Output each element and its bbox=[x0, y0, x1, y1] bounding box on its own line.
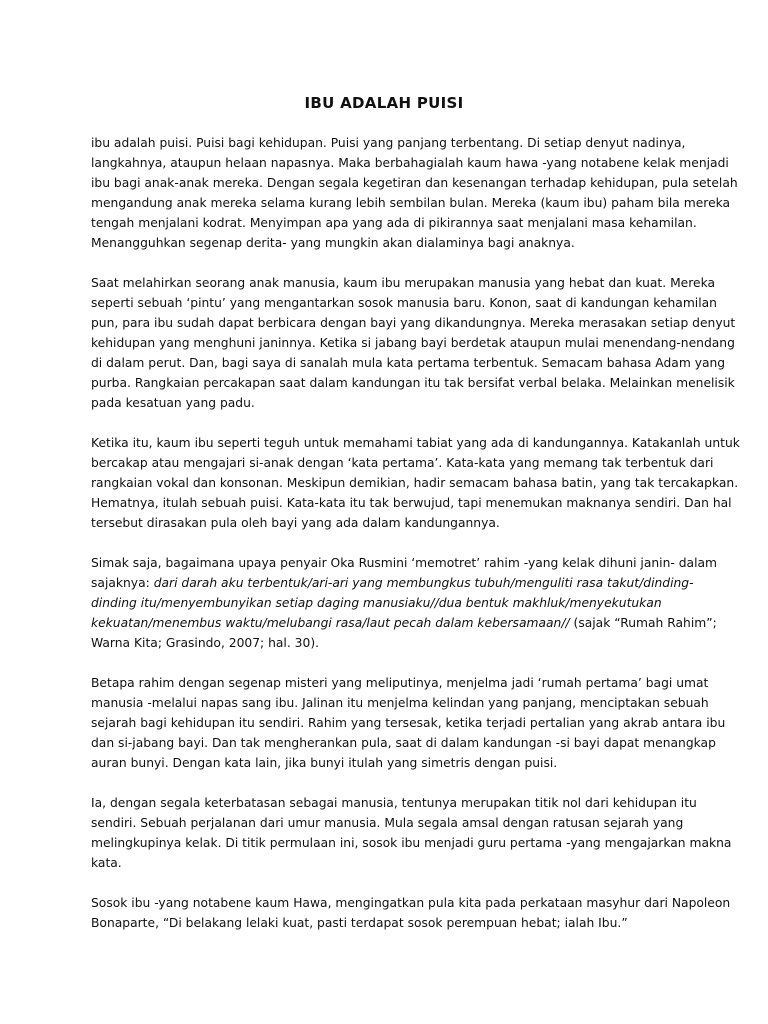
text-line bbox=[91, 513, 691, 533]
text-line bbox=[91, 393, 691, 413]
text-run: ibu bagi anak-anak mereka. Dengan segala kegetiran dan kesenangan terhadap kehidupan, pula setelah bbox=[91, 176, 738, 190]
text-line bbox=[91, 733, 716, 753]
document-body bbox=[91, 133, 740, 953]
paragraph bbox=[91, 673, 726, 773]
text-run: seperti sebuah ‘pintu’ yang mengantarkan sosok manusia baru. Konon, saat di kandungan kehamilan bbox=[91, 296, 717, 310]
text-line bbox=[91, 753, 691, 773]
text-run: Warna Kita; Grasindo, 2007; hal. 30). bbox=[91, 636, 320, 650]
text-line bbox=[91, 493, 732, 513]
text-run: di dalam perut. Dan, bagi saya di sanalah mula kata pertama terbentuk. Semacam bahasa Adam yang bbox=[91, 356, 726, 370]
text-line bbox=[91, 213, 697, 233]
text-run: ibu adalah puisi. Puisi bagi kehidupan. Puisi yang panjang terbentang. Di setiap denyut nadinya, bbox=[91, 136, 686, 150]
text-line bbox=[91, 233, 691, 253]
text-line bbox=[91, 693, 709, 713]
text-run: Simak saja, bagaimana upaya penyair Oka Rusmini ‘memotret’ rahim -yang kelak dihuni janin- dalam bbox=[91, 556, 718, 570]
text-line bbox=[91, 553, 718, 573]
text-line bbox=[91, 713, 726, 733]
paragraph bbox=[91, 433, 740, 533]
text-run: sajaknya: bbox=[91, 576, 154, 590]
paragraph bbox=[91, 893, 731, 933]
text-run: pun, para ibu sudah dapat berbicara dengan bayi yang dikandungnya. Mereka merasakan setiap denyut bbox=[91, 316, 736, 330]
paragraph bbox=[91, 133, 738, 253]
text-line bbox=[91, 153, 729, 173]
text-run: Ketika itu, kaum ibu seperti teguh untuk memahami tabiat yang ada di kandungannya. Katakanlah untuk bbox=[91, 436, 740, 450]
text-line bbox=[91, 193, 731, 213]
text-run: (sajak “Rumah Rahim”; bbox=[569, 616, 717, 630]
text-line bbox=[91, 373, 735, 393]
paragraph bbox=[91, 793, 732, 873]
text-run: Sosok ibu -yang notabene kaum Hawa, mengingatkan pula kita pada perkataan masyhur dari Napoleon bbox=[91, 896, 731, 910]
text-line bbox=[91, 433, 740, 453]
text-run: sendiri. Sebuah perjalanan dari umur manusia. Mula segala amsal dengan ratusan sejarah yang bbox=[91, 816, 684, 830]
text-line bbox=[91, 593, 691, 613]
text-run: Bonaparte, “Di belakang lelaki kuat, pasti terdapat sosok perempuan hebat; ialah Ibu.” bbox=[91, 916, 628, 930]
text-run: mengandung anak mereka selama kurang lebih sembilan bulan. Mereka (kaum ibu) paham bila mereka bbox=[91, 196, 731, 210]
text-line bbox=[91, 833, 732, 853]
paragraph bbox=[91, 553, 718, 653]
text-line bbox=[91, 573, 694, 593]
text-run: Ia, dengan segala keterbatasan sebagai manusia, tentunya merupakan titik nol dari kehidupan itu bbox=[91, 796, 697, 810]
text-line bbox=[91, 453, 714, 473]
text-run: tengah menjalani kodrat. Menyimpan apa yang ada di pikirannya saat menjalani masa kehamilan. bbox=[91, 216, 697, 230]
text-run: Menangguhkan segenap derita- yang mungkin akan dialaminya bagi anaknya. bbox=[91, 236, 575, 250]
text-run: dan si-jabang bayi. Dan tak mengherankan pula, saat di dalam kandungan -si bayi dapat menangkap bbox=[91, 736, 716, 750]
text-line bbox=[91, 293, 717, 313]
text-line bbox=[91, 913, 691, 933]
text-run: Saat melahirkan seorang anak manusia, kaum ibu merupakan manusia yang hebat dan kuat. Mereka bbox=[91, 276, 716, 290]
text-run: tersebut dirasakan pula oleh bayi yang ada dalam kandungannya. bbox=[91, 516, 500, 530]
text-line bbox=[91, 893, 731, 913]
text-line bbox=[91, 313, 736, 333]
text-line bbox=[91, 133, 691, 153]
text-line bbox=[91, 633, 691, 653]
text-line bbox=[91, 333, 735, 353]
text-line bbox=[91, 473, 739, 493]
text-run: auran bunyi. Dengan kata lain, jika bunyi itulah yang simetris dengan puisi. bbox=[91, 756, 558, 770]
text-run: bercakap atau mengajari si-anak dengan ‘kata pertama’. Kata-kata yang memang tak terbentuk dari bbox=[91, 456, 714, 470]
text-line bbox=[91, 813, 691, 833]
text-line bbox=[91, 273, 716, 293]
text-run: rangkaian vokal dan konsonan. Meskipun demikian, hadir semacam bahasa batin, yang tak tercakapkan. bbox=[91, 476, 739, 490]
text-run: kata. bbox=[91, 856, 122, 870]
text-line bbox=[91, 853, 691, 873]
text-run: manusia -melalui napas sang ibu. Jalinan itu menjelma kelindan yang panjang, menciptakan sebuah bbox=[91, 696, 709, 710]
italic-text-run: dinding itu/menyembunyikan setiap daging manusiaku//dua bentuk makhluk/menyekutukan bbox=[91, 596, 662, 610]
text-line bbox=[91, 793, 697, 813]
text-run: purba. Rangkaian percakapan saat dalam kandungan itu tak bersifat verbal belaka. Melainkan menelisik bbox=[91, 376, 735, 390]
text-run: pada kesatuan yang padu. bbox=[91, 396, 255, 410]
text-run: sejarah bagi kehidupan itu sendiri. Rahim yang tersesak, ketika terjadi pertalian yang akrab antara ibu bbox=[91, 716, 726, 730]
text-line bbox=[91, 673, 709, 693]
text-run: melingkupinya kelak. Di titik permulaan ini, sosok ibu menjadi guru pertama -yang mengajarkan makna bbox=[91, 836, 732, 850]
paragraph bbox=[91, 273, 736, 413]
italic-text-run: dari darah aku terbentuk/ari-ari yang membungkus tubuh/menguliti rasa takut/dinding- bbox=[153, 576, 694, 590]
text-line bbox=[91, 353, 726, 373]
document-title: IBU ADALAH PUISI bbox=[304, 94, 464, 112]
text-run: Hematnya, itulah sebuah puisi. Kata-kata itu tak berwujud, tapi menemukan maknanya sendiri. Dan hal bbox=[91, 496, 732, 510]
text-run: langkahnya, ataupun helaan napasnya. Maka berbahagialah kaum hawa -yang notabene kelak menjadi bbox=[91, 156, 729, 170]
italic-text-run: kekuatan/menembus waktu/melubangi rasa/laut pecah dalam kebersamaan// bbox=[91, 616, 570, 630]
text-run: Betapa rahim dengan segenap misteri yang meliputinya, menjelma jadi ‘rumah pertama’ bagi umat bbox=[91, 676, 709, 690]
text-line bbox=[91, 613, 717, 633]
text-run: kehidupan yang menghuni janinnya. Ketika si jabang bayi berdetak ataupun mulai menendang-nendang bbox=[91, 336, 735, 350]
text-line bbox=[91, 173, 738, 193]
